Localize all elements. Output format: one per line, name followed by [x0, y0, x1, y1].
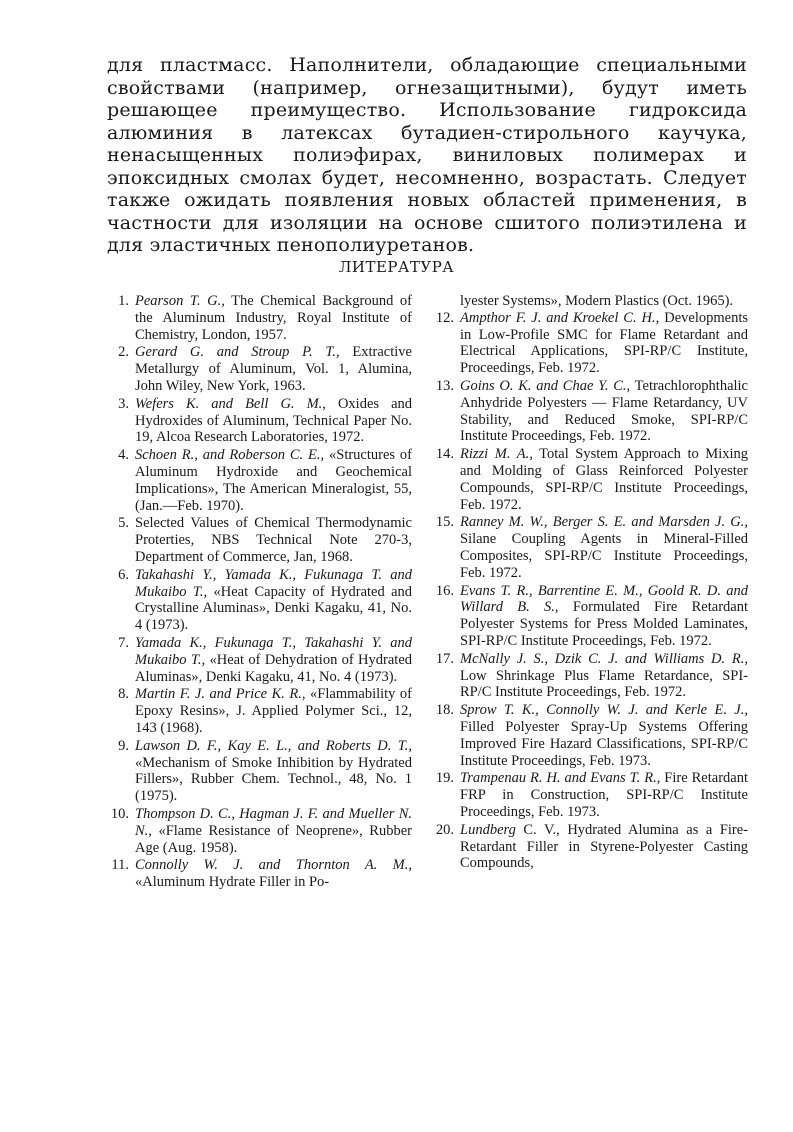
ref-authors: Lundberg	[460, 821, 516, 838]
reference-item	[107, 447, 412, 514]
ref-authors: McNally J. S., Dzik C. J. and Williams D. R.,	[460, 650, 748, 667]
ref-authors: Yamada K., Fukunaga T., Takahashi Y. and Mukaibo T.,	[135, 634, 412, 668]
ref-number: 19.	[435, 770, 454, 787]
ref-number: 2.	[118, 344, 129, 361]
ref-text: C. V., Hydrated Alumina as a Fire-Retardant Filler in Styrene-Polyester Casting Compounds,	[460, 821, 749, 872]
ref-authors: Gerard G. and Stroup P. T.,	[135, 344, 340, 361]
references-left-column	[107, 293, 412, 892]
ref-number: 9.	[118, 737, 129, 754]
reference-item	[107, 738, 412, 805]
ref-number: 5.	[118, 515, 129, 532]
reference-item	[432, 583, 748, 650]
ref-number: 18.	[435, 702, 454, 719]
ref-text: «Structures of Aluminum Hydroxide and Geochemical Implications», The American Mineralogist, 55, (Jan.—Feb. 1970).	[135, 447, 413, 514]
ref-authors: Sprow T. K., Connolly W. J. and Kerle E. J.,	[460, 702, 748, 719]
ref-text: Formulated Fire Retardant Polyester Systems for Press Molded Laminates, SPI-RP/C Institute Proceedings, Feb. 1972.	[460, 599, 749, 649]
ref-authors: Ranney M. W., Berger S. E. and Marsden J. G.,	[460, 514, 748, 531]
ref-text: The Chemical Background of the Aluminum Industry, Royal Institute of Chemistry, London, 1957.	[135, 293, 412, 343]
ref-authors: Lawson D. F., Kay E. L., and Roberts D. T.,	[135, 737, 412, 754]
ref-authors: Rizzi M. A.,	[460, 446, 533, 463]
reference-item	[432, 651, 748, 701]
reference-item	[432, 770, 748, 820]
ref-text: «Heat of Dehydration of Hydrated Aluminas», Denki Kagaku, 41, No. 4 (1973).	[135, 651, 413, 685]
ref-number: 1.	[118, 293, 129, 309]
ref-authors: Evans T. R., Barrentine E. M., Goold R. D. and Willard B. S.,	[460, 582, 748, 616]
ref-authors: Takahashi Y., Yamada K., Fukunaga T. and Mukaibo T.,	[135, 566, 412, 600]
references-heading: ЛИТЕРАТУРА	[338, 258, 455, 276]
ref-number: 17.	[435, 650, 454, 667]
ref-text: Filled Polyester Spray-Up Systems Offering Improved Fire Hazard Classifications, SPI-RP/C Institute Proceedings, Feb. 1973.	[460, 718, 748, 769]
ref-authors: Connolly W. J. and Thornton A. M.,	[135, 857, 412, 874]
ref-text: Selected Values of Chemical Thermodynamic Proterties, NBS Technical Note 270-3, Department of Commerce, Jan, 1968.	[135, 515, 412, 565]
reference-item	[107, 344, 412, 394]
ref-text: Tetrachlorophthalic Anhydride Polyesters — Flame Retardancy, UV Stability, and Reduced Smoke, SPI-RP/C Institute Proceedings, Feb. 1972.	[460, 377, 748, 445]
ref-text: Developments in Low-Profile SMC for Flame Retardant and Electrical Applications, SPI-RP/C Institute, Proceedings, Feb. 1972.	[460, 309, 748, 377]
ref-authors: Pearson T. G.,	[135, 293, 225, 309]
ref-number: 12.	[435, 309, 454, 326]
reference-item	[432, 822, 748, 872]
ref-number: 13.	[435, 377, 454, 394]
ref-text: Low Shrinkage Plus Flame Retardance, SPI-RP/C Institute Proceedings, Feb. 1972.	[460, 667, 748, 701]
ref-number: 16.	[435, 582, 454, 599]
reference-item	[107, 293, 412, 343]
reference-item	[432, 446, 748, 513]
reference-item	[107, 857, 412, 891]
reference-item	[432, 702, 748, 769]
ref-authors: Wefers K. and Bell G. M.,	[135, 395, 326, 412]
reference-item	[432, 514, 748, 581]
ref-text: «Heat Capacity of Hydrated and Crystalline Aluminas», Denki Kagaku, 41, No. 4 (1973).	[135, 583, 413, 634]
ref-authors: Thompson D. C., Hagman J. F. and Mueller N. N.,	[135, 805, 412, 839]
ref-text: Fire Retardant FRP in Construction, SPI-RP/C Institute Proceedings, Feb. 1973.	[460, 770, 748, 820]
ref-text: Extractive Metallurgy of Aluminum, Vol. 1, Alumina, John Wiley, New York, 1963.	[135, 344, 412, 394]
ref-number: 15.	[435, 514, 454, 531]
references-right-column	[432, 293, 748, 873]
ref-number: 10.	[110, 805, 129, 822]
reference-item	[107, 635, 412, 685]
intro-paragraph: для пластмасс. Наполнители, обладающие специальными свойствами (например, огнезащитными), будут иметь решающее преимущество. Использование гидроксида алюминия в латексах бутадиен-стирольного каучука, ненасыщенных полиэфирах, виниловых полимерах и эпоксидных смолах будет, несомненно, возрастать. Следует также ожидать появления новых областей применения, в частности для изоляции на основе сшитого полиэтилена и для эластичных пенополиуретанов.	[107, 54, 747, 256]
ref-text: Total System Approach to Mixing and Molding of Glass Reinforced Polyester Compounds, SPI-RP/C Institute Proceedings, Feb. 1972.	[460, 446, 748, 513]
reference-item	[107, 806, 412, 856]
reference-item	[107, 567, 412, 634]
ref-number: 8.	[118, 686, 129, 703]
reference-item	[432, 310, 748, 377]
ref-number: 3.	[118, 395, 129, 412]
ref-authors: Ampthor F. J. and Kroekel C. H.,	[460, 309, 660, 326]
reference-item	[107, 686, 412, 736]
ref-authors: Trampenau R. H. and Evans T. R.,	[460, 770, 661, 787]
ref-authors: Martin F. J. and Price K. R.,	[135, 686, 306, 703]
ref-number: 20.	[435, 821, 454, 838]
ref-authors: Schoen R., and Roberson C. E.,	[135, 447, 325, 464]
ref-text: Oxides and Hydroxides of Aluminum, Technical Paper No. 19, Alcoa Research Laboratories, 1972.	[135, 395, 412, 446]
reference-continuation: lyester Systems», Modern Plastics (Oct. 1965).	[460, 293, 734, 309]
ref-text: Silane Coupling Agents in Mineral-Filled Composites, SPI-RP/C Institute Proceedings, Feb. 1972.	[460, 531, 748, 581]
ref-text: «Flammability of Epoxy Resins», J. Applied Polymer Sci., 12, 143 (1968).	[135, 686, 413, 736]
ref-authors: Goins O. K. and Chae Y. C.,	[460, 377, 631, 394]
ref-number: 7.	[118, 634, 129, 651]
ref-text: «Mechanism of Smoke Inhibition by Hydrated Fillers», Rubber Chem. Technol., 48, No. 1 (1975).	[135, 754, 412, 805]
ref-number: 6.	[118, 566, 129, 583]
reference-item	[107, 515, 412, 565]
ref-number: 11.	[111, 857, 129, 874]
ref-text: «Aluminum Hydrate Filler in Po-	[135, 874, 330, 891]
reference-item	[432, 378, 748, 445]
ref-number: 14.	[435, 446, 454, 463]
ref-text: «Flame Resistance of Neoprene», Rubber Age (Aug. 1958).	[135, 822, 412, 856]
ref-number: 4.	[118, 447, 129, 464]
reference-item	[107, 396, 412, 446]
